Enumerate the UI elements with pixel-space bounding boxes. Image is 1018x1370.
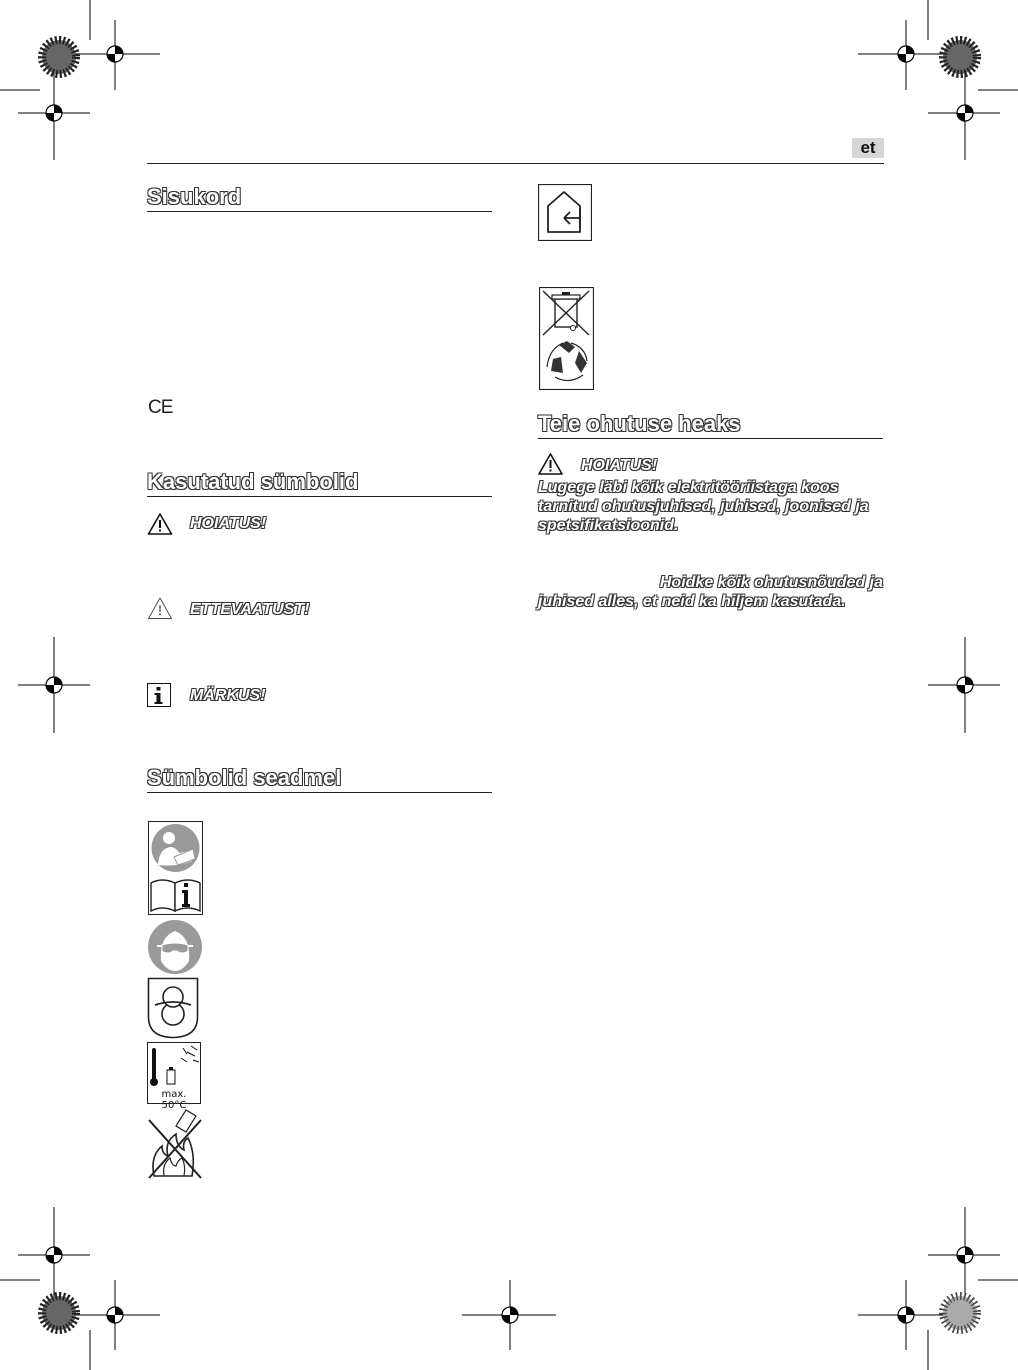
symbols-heading: Kasutatud sümbolid (147, 469, 492, 497)
header-rule (147, 163, 884, 164)
indoor-use-icon (538, 184, 592, 241)
weee-recycling-icon (539, 287, 594, 390)
ce-mark: CE (148, 397, 173, 418)
keep-instructions-line2: juhised alles, et neid ka hiljem kasutada. (538, 593, 846, 610)
info-note-icon (147, 683, 171, 707)
safety-warning-label: HOIATUS! (581, 457, 658, 474)
keep-instructions-line1: Hoidke kõik ohutusnõuded ja (659, 574, 883, 591)
read-manual-icon (148, 821, 203, 915)
safety-warning-triangle-icon (537, 452, 564, 476)
warning-label: HOIATUS! (190, 515, 267, 532)
device-symbols-heading: Sümbolid seadmel (147, 765, 492, 793)
caution-triangle-icon (147, 596, 173, 621)
language-badge: et (852, 138, 884, 158)
caution-label: ETTEVAATUST! (190, 601, 310, 618)
eye-protection-icon (147, 919, 203, 975)
warning-triangle-icon (147, 512, 173, 536)
ear-protection-icon (147, 977, 199, 1039)
temperature-label: max. 50°C (161, 1089, 187, 1111)
safety-heading: Teie ohutuse heaks (538, 411, 883, 439)
toc-heading: Sisukord (147, 184, 492, 212)
safety-warning-text: Lugege läbi kõik elektritööriistaga koos tarnitud ohutusjuhised, juhised, joonised ja spetsifikatsioonid. (538, 479, 869, 534)
note-label: MÄRKUS! (190, 687, 266, 704)
no-fire-battery-icon (146, 1106, 204, 1180)
